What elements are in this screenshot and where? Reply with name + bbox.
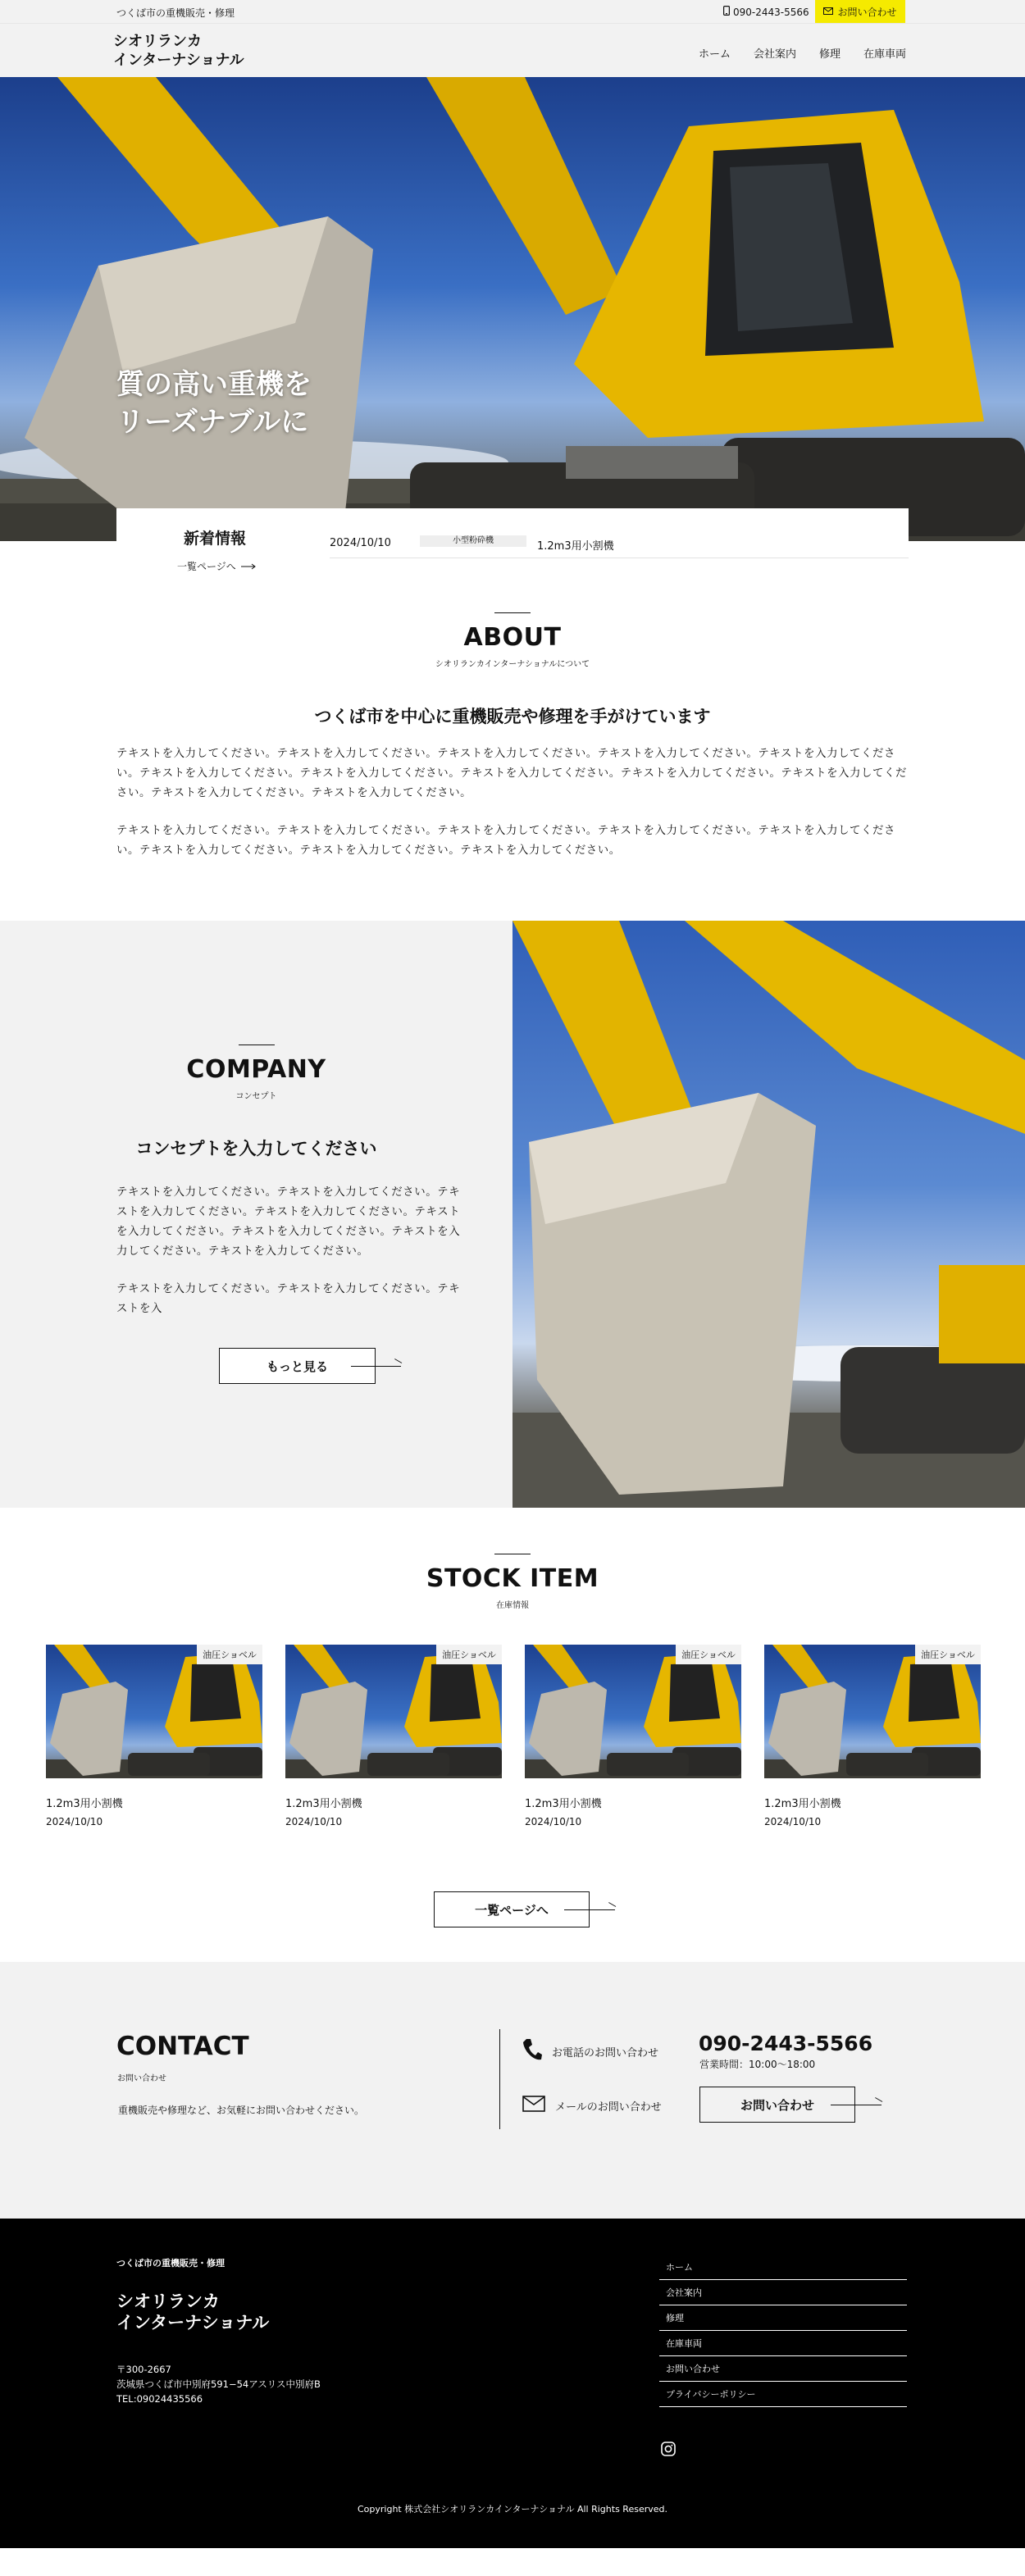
instagram-icon[interactable] — [661, 2442, 676, 2456]
news-more-label: 一覧ページへ — [177, 561, 236, 572]
company-more-button[interactable]: もっと見る — [219, 1348, 376, 1384]
contact-mail-label: メールのお問い合わせ — [555, 2100, 662, 2114]
logo-line-2: インターナショナル — [113, 52, 244, 69]
news-box — [116, 508, 909, 572]
company-subtitle: コンセプト — [235, 1092, 277, 1101]
stock-date: 2024/10/10 — [764, 1816, 822, 1827]
site-footer — [0, 2219, 1025, 2548]
stock-card[interactable] — [285, 1645, 502, 1827]
excavator-thumbnail-image — [46, 1645, 262, 1778]
arrow-right-icon — [351, 1366, 401, 1367]
company-body — [116, 1183, 471, 1319]
stock-name: 1.2m3用小割機 — [285, 1798, 362, 1810]
stock-thumbnail — [46, 1645, 262, 1778]
top-bar — [0, 0, 1025, 23]
mail-icon — [823, 6, 833, 17]
about-title: ABOUT — [463, 623, 562, 652]
stock-tag: 油圧ショベル — [197, 1645, 262, 1664]
mail-icon — [522, 2096, 545, 2115]
company-paragraph-1: テキストを入力してください。テキストを入力してください。テキストを入力してください。テキストを入力してください。テキストを入力してください。テキストを入力してください。テキストを入力してください。テキストを入力してください。 — [116, 1186, 461, 1258]
stock-name: 1.2m3用小割機 — [46, 1798, 123, 1810]
contact-subtitle: お問い合わせ — [117, 2074, 166, 2083]
contact-divider — [499, 2029, 500, 2129]
footer-tagline: つくば市の重機販売・修理 — [116, 2258, 225, 2269]
hero-excavator-image — [0, 77, 1025, 541]
stock-date: 2024/10/10 — [525, 1816, 582, 1827]
phone-icon — [522, 2038, 542, 2064]
news-item-title[interactable]: 1.2m3用小割機 — [537, 540, 614, 553]
company-lead: コンセプトを入力してください — [135, 1139, 377, 1158]
arrow-right-icon — [564, 1909, 615, 1910]
about-paragraph-2: テキストを入力してください。テキストを入力してください。テキストを入力してください。テキストを入力してください。テキストを入力してください。テキストを入力してください。テキストを入力してください。テキストを入力してください。 — [116, 825, 896, 857]
footer-logo[interactable] — [116, 2291, 269, 2333]
site-header — [0, 23, 1025, 77]
company-text-panel — [0, 921, 512, 1508]
contact-button[interactable]: お問い合わせ — [699, 2087, 855, 2123]
stock-section — [0, 1508, 1025, 1962]
stock-card[interactable] — [764, 1645, 981, 1827]
stock-date: 2024/10/10 — [46, 1816, 103, 1827]
stock-tag: 油圧ショベル — [676, 1645, 741, 1664]
news-more-link[interactable] — [177, 559, 256, 573]
stock-title: STOCK ITEM — [426, 1564, 599, 1593]
company-image — [512, 921, 1025, 1508]
news-item-category: 小型粉砕機 — [420, 535, 526, 547]
top-contact-label: お問い合わせ — [837, 6, 897, 18]
stock-date: 2024/10/10 — [285, 1816, 343, 1827]
contact-hours: 営業時間：10:00〜18:00 — [699, 2059, 816, 2070]
stock-tag: 油圧ショベル — [436, 1645, 502, 1664]
top-contact-button[interactable] — [815, 0, 905, 23]
mobile-phone-icon — [723, 6, 730, 18]
nav-company[interactable]: 会社案内 — [753, 48, 796, 61]
main-nav — [699, 45, 906, 61]
about-lead: つくば市を中心に重機販売や修理を手がけています — [314, 707, 711, 726]
section-rule — [494, 612, 531, 613]
excavator-thumbnail-image — [764, 1645, 981, 1778]
about-section — [0, 541, 1025, 921]
nav-stock[interactable]: 在庫車両 — [863, 48, 906, 61]
about-subtitle: シオリランカインターナショナルについて — [435, 660, 590, 669]
hero — [0, 77, 1025, 541]
footer-nav-privacy[interactable]: プライバシーポリシー — [659, 2382, 907, 2407]
about-paragraph-1: テキストを入力してください。テキストを入力してください。テキストを入力してください。テキストを入力してください。テキストを入力してください。テキストを入力してください。テキストを入力してください。テキストを入力してください。テキストを入力してください。テキストを入力してください。テキストを入力してください。テキストを入力してください。 — [116, 748, 908, 799]
about-body — [116, 744, 909, 861]
stock-name: 1.2m3用小割機 — [764, 1798, 841, 1810]
top-tagline: つくば市の重機販売・修理 — [116, 7, 235, 19]
news-item-date: 2024/10/10 — [330, 537, 391, 549]
contact-phone-label: お電話のお問い合わせ — [552, 2046, 659, 2059]
company-paragraph-2: テキストを入力してください。テキストを入力してください。テキストを入 — [116, 1283, 461, 1315]
excavator-bucket-image — [512, 921, 1025, 1508]
logo-line-1: シオリランカ — [113, 33, 202, 50]
company-section — [0, 921, 1025, 1508]
hero-line-1: 質の高い重機を — [116, 368, 312, 401]
excavator-thumbnail-image — [525, 1645, 741, 1778]
contact-phone-row[interactable] — [522, 2038, 658, 2064]
contact-mail-row — [522, 2096, 662, 2115]
stock-tag: 油圧ショベル — [915, 1645, 981, 1664]
footer-address-line: 茨城県つくば市中別府591−54アスリス中別府B — [116, 2378, 321, 2390]
footer-address — [116, 2362, 321, 2406]
nav-repair[interactable]: 修理 — [818, 48, 840, 61]
top-phone-number: 090-2443-5566 — [733, 6, 809, 18]
arrow-right-icon — [241, 561, 256, 572]
stock-thumbnail — [285, 1645, 502, 1778]
stock-card[interactable] — [525, 1645, 741, 1827]
site-logo[interactable] — [113, 32, 244, 70]
stock-grid — [46, 1645, 1025, 1827]
contact-section — [0, 1962, 1025, 2219]
footer-copyright: Copyright 株式会社シオリランカインターナショナル All Rights Reserved. — [357, 2504, 667, 2515]
footer-nav-home[interactable]: ホーム — [659, 2255, 907, 2280]
contact-title: CONTACT — [116, 2032, 249, 2061]
contact-text: 重機販売や修理など、お気軽にお問い合わせください。 — [118, 2105, 365, 2116]
footer-nav — [659, 2255, 907, 2407]
hero-copy — [116, 366, 312, 441]
contact-phone-number[interactable]: 090-2443-5566 — [699, 2032, 873, 2055]
hero-line-2: リーズナブルに — [116, 406, 309, 439]
footer-nav-contact[interactable]: お問い合わせ — [659, 2356, 907, 2382]
top-phone[interactable] — [723, 6, 809, 18]
stock-thumbnail — [764, 1645, 981, 1778]
stock-thumbnail — [525, 1645, 741, 1778]
footer-nav-repair[interactable]: 修理 — [659, 2305, 907, 2331]
footer-tel: TEL:09024435566 — [116, 2393, 203, 2405]
footer-nav-stock[interactable]: 在庫車両 — [659, 2331, 907, 2356]
stock-name: 1.2m3用小割機 — [525, 1798, 602, 1810]
nav-home[interactable]: ホーム — [698, 48, 731, 61]
footer-logo-line-1: シオリランカ — [116, 2292, 220, 2311]
company-title: COMPANY — [186, 1055, 326, 1084]
news-title: 新着情報 — [184, 530, 247, 548]
excavator-thumbnail-image — [285, 1645, 502, 1778]
stock-card[interactable] — [46, 1645, 262, 1827]
footer-nav-company[interactable]: 会社案内 — [659, 2280, 907, 2305]
stock-more-button[interactable]: 一覧ページへ — [434, 1891, 590, 1927]
stock-subtitle: 在庫情報 — [496, 1601, 529, 1610]
footer-postal: 〒300-2667 — [116, 2364, 171, 2375]
footer-logo-line-2: インターナショナル — [116, 2313, 270, 2333]
